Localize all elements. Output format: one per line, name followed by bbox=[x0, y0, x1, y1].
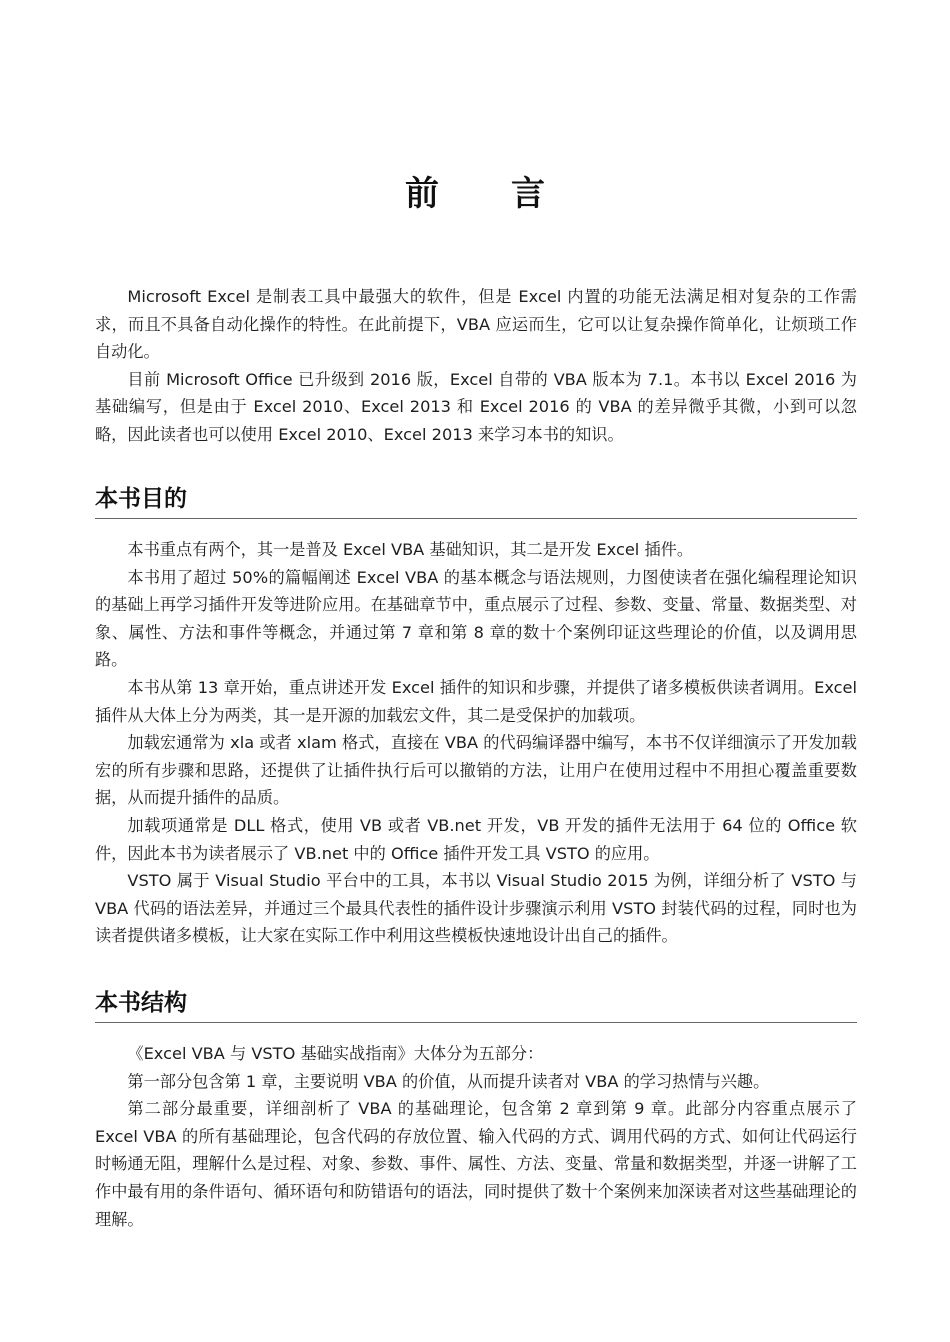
purpose-paragraph-6: VSTO 属于 Visual Studio 平台中的工具，本书以 Visual Studio 2015 为例，详细分析了 VSTO 与 VBA 代码的语法差异，并通过三个最具代表性的插件设计步骤演示利用 VSTO 封装代码的过程，同时也为读者提供诸多模板，让大家在实际工作中利用这些模板快速地设计出自己的插件。 bbox=[95, 871, 857, 946]
preface-paragraph-2: 目前 Microsoft Office 已升级到 2016 版，Excel 自带的 VBA 版本为 7.1。本书以 Excel 2016 为基础编写，但是由于 Excel 2010、Excel 2013 和 Excel 2016 的 VBA 的差异微乎其微，小到可以忽略，因此读者也可以使用 Excel 2010、Excel 2013 来学习本书的知识。 bbox=[95, 369, 857, 444]
preface-paragraph-1: Microsoft Excel 是制表工具中最强大的软件，但是 Excel 内置的功能无法满足相对复杂的工作需求，而且不具备自动化操作的特性。在此前提下，VBA 应运而生，它可以让复杂操作简单化，让烦琐工作自动化。 bbox=[95, 287, 857, 362]
section-heading-structure: 本书结构 bbox=[95, 984, 857, 1023]
purpose-paragraph-2: 本书用了超过 50%的篇幅阐述 Excel VBA 的基本概念与语法规则，力图使读者在强化编程理论知识的基础上再学习插件开发等进阶应用。在基础章节中，重点展示了过程、参数、变量、常量、数据类型、对象、属性、方法和事件等概念，并通过第 7 章和第 8 章的数十个案例印证这些理论的价值，以及调用思路。 bbox=[95, 567, 857, 670]
purpose-paragraph-3: 本书从第 13 章开始，重点讲述开发 Excel 插件的知识和步骤，并提供了诸多模板供读者调用。Excel 插件从大体上分为两类，其一是开源的加载宏文件，其二是受保护的加载项。 bbox=[95, 677, 857, 725]
section-heading-purpose: 本书目的 bbox=[95, 480, 857, 519]
structure-section bbox=[95, 1040, 857, 1233]
purpose-paragraph-1: 本书重点有两个，其一是普及 Excel VBA 基础知识，其二是开发 Excel 插件。 bbox=[127, 540, 694, 559]
structure-paragraph-3: 第二部分最重要，详细剖析了 VBA 的基础理论，包含第 2 章到第 9 章。此部分内容重点展示了 Excel VBA 的所有基础理论，包含代码的存放位置、输入代码的方式、调用代码的方式、如何让代码运行时畅通无阻，理解什么是过程、对象、参数、事件、属性、方法、变量、常量和数据类型，并逐一讲解了工作中最有用的条件语句、循环语句和防错语句的语法，同时提供了数十个案例来加深读者对这些基础理论的理解。 bbox=[95, 1099, 857, 1229]
purpose-section bbox=[95, 536, 857, 950]
purpose-paragraph-4: 加载宏通常为 xla 或者 xlam 格式，直接在 VBA 的代码编译器中编写，本书不仅详细演示了开发加载宏的所有步骤和思路，还提供了让插件执行后可以撤销的方法，让用户在使用过程中不用担心覆盖重要数据，从而提升插件的品质。 bbox=[95, 733, 857, 808]
page-title bbox=[0, 166, 950, 215]
purpose-paragraph-5: 加载项通常是 DLL 格式，使用 VB 或者 VB.net 开发，VB 开发的插件无法用于 64 位的 Office 软件，因此本书为读者展示了 VB.net 中的 Office 插件开发工具 VSTO 的应用。 bbox=[95, 815, 857, 863]
title-char-1: 前 bbox=[405, 174, 439, 214]
title-char-2: 言 bbox=[511, 174, 545, 214]
preface-section bbox=[95, 283, 857, 449]
structure-paragraph-2: 第一部分包含第 1 章，主要说明 VBA 的价值，从而提升读者对 VBA 的学习热情与兴趣。 bbox=[127, 1071, 770, 1091]
structure-paragraph-1: 《Excel VBA 与 VSTO 基础实战指南》大体分为五部分： bbox=[127, 1044, 544, 1063]
